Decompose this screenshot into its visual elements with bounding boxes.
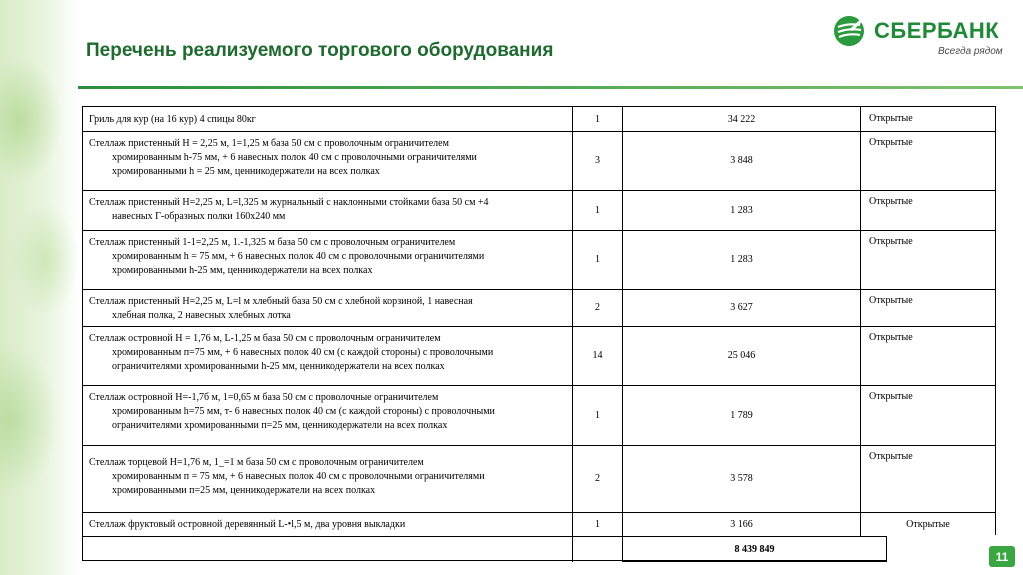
equipment-name-cell (83, 445, 573, 512)
equipment-name-continuation: навесных Г-образных полки 160x240 мм (112, 211, 286, 222)
equipment-name-continuation: ограничителями хромированными п=25 мм, ценникодержатели на всех полках (112, 420, 448, 431)
price-cell: 25 046 (623, 326, 861, 385)
decorative-background (0, 0, 78, 575)
price-cell: 1 789 (623, 385, 861, 445)
equipment-name-continuation: хромированными п=25 мм, ценникодержатели на всех полках (112, 485, 376, 496)
equipment-name-continuation: ограничителями хромированными h-25 мм, ценникодержатели на всех полках (112, 361, 445, 372)
table-row (83, 385, 995, 446)
quantity-cell: 2 (573, 289, 623, 326)
type-cell: Открытые (869, 295, 913, 306)
equipment-name: Стеллаж пристенный Н=2,25 м, L=l м хлебный база 50 см с хлебной корзиной, 1 навесная (89, 296, 473, 307)
quantity-cell: 1 (573, 230, 623, 289)
equipment-name-continuation: хромированным п = 75 мм, + 6 навесных полок 40 см с проволочными ограничителями (112, 471, 485, 482)
equipment-name-cell (83, 190, 573, 230)
quantity-cell: 3 (573, 131, 623, 190)
equipment-name-continuation: хромированным h=75 мм, т- 6 навесных полок 40 см (с каждой стороны) с проволочными (112, 406, 495, 417)
table-row (83, 230, 995, 290)
table-row (83, 190, 995, 231)
equipment-name-cell (83, 131, 573, 190)
type-cell: Открытые (869, 113, 913, 124)
price-cell: 1 283 (623, 230, 861, 289)
equipment-name-continuation: хромированными h = 25 мм, ценникодержатели на всех полках (112, 166, 380, 177)
equipment-name-continuation: хлебная полка, 2 навесных хлебных лотка (112, 310, 291, 321)
equipment-name: Стеллаж островной Н = 1,76 м, L-1,25 м база 50 см с проволочным ограничителем (89, 333, 441, 344)
quantity-cell: 1 (573, 190, 623, 230)
equipment-name: Гриль для кур (на 16 кур) 4 спицы 80кг (89, 114, 256, 125)
quantity-cell: 2 (573, 445, 623, 512)
slide-title: Перечень реализуемого торгового оборудования (86, 40, 554, 61)
quantity-cell: 1 (573, 385, 623, 445)
table-corner-blank (887, 535, 997, 565)
price-cell: 3 627 (623, 289, 861, 326)
equipment-name: Стеллаж пристенный 1-1=2,25 м, 1.-1,325 м база 50 см с проволочным ограничителем (89, 237, 456, 248)
type-cell: Открытые (869, 137, 913, 148)
price-cell: 3 578 (623, 445, 861, 512)
equipment-name-cell (83, 512, 573, 536)
equipment-table (82, 106, 996, 561)
equipment-name-continuation: хромированными h-25 мм, ценникодержатели на всех полках (112, 265, 373, 276)
table-total-row (83, 537, 995, 562)
logo-name: СБЕРБАНК (874, 18, 1000, 43)
total-label-cell (83, 537, 573, 562)
table-row (83, 107, 995, 132)
type-cell: Открытые (869, 451, 913, 462)
equipment-name-continuation: хромированным h = 75 мм, + 6 навесных полок 40 см с проволочными ограничителями (112, 251, 485, 262)
logo-slogan: Всегда рядом (938, 46, 1003, 57)
type-cell: Открытые (869, 391, 913, 402)
equipment-name-cell (83, 385, 573, 445)
equipment-name-cell (83, 107, 573, 131)
type-cell: Открытые (869, 332, 913, 343)
table-row (83, 445, 995, 513)
type-cell: Открытые (869, 236, 913, 247)
price-cell: 1 283 (623, 190, 861, 230)
sberbank-logo (832, 14, 1012, 60)
total-quantity-cell (573, 537, 623, 562)
table-row (83, 512, 995, 537)
table-row (83, 326, 995, 386)
quantity-cell: 1 (573, 512, 623, 536)
quantity-cell: 14 (573, 326, 623, 385)
sberbank-logo-icon (832, 14, 866, 48)
header-divider (78, 86, 1023, 89)
equipment-name-continuation: хромированным п=75 мм, + 6 навесных полок 40 см (с каждой стороны) с проволочными (112, 347, 494, 358)
price-cell: 34 222 (623, 107, 861, 131)
page-number-badge: 11 (989, 546, 1015, 567)
type-cell: Открытые (906, 518, 950, 530)
type-cell: Открытые (869, 196, 913, 207)
equipment-name-cell (83, 289, 573, 326)
equipment-name: Стеллаж фруктовый островной деревянный L-•l,5 м, два уровня выкладки (89, 519, 406, 530)
table-row (83, 131, 995, 191)
table-row (83, 289, 995, 327)
equipment-name: Стеллаж островной Н=-1,7б м, 1=0,65 м база 50 см с проволочные ограничителем (89, 392, 439, 403)
price-cell: 3 848 (623, 131, 861, 190)
equipment-name: Стеллаж пристенный Н = 2,25 м, 1=1,25 м база 50 см с проволочным ограничителем (89, 138, 449, 149)
equipment-name-continuation: хромированным h-75 мм, + 6 навесных полок 40 см с проволочными ограничителями (112, 152, 477, 163)
equipment-name-cell (83, 326, 573, 385)
quantity-cell: 1 (573, 107, 623, 131)
total-value: 8 439 849 (623, 537, 887, 562)
price-cell: 3 166 (623, 512, 861, 536)
equipment-name: Стеллаж пристенный Н=2,25 м, L=l,325 м журнальный с наклонными стойками база 50 см +4 (89, 197, 489, 208)
equipment-name-cell (83, 230, 573, 289)
equipment-name: Стеллаж торцевой Н=1,76 м, 1_=1 м база 50 см с проволочным ограничителем (89, 457, 424, 468)
